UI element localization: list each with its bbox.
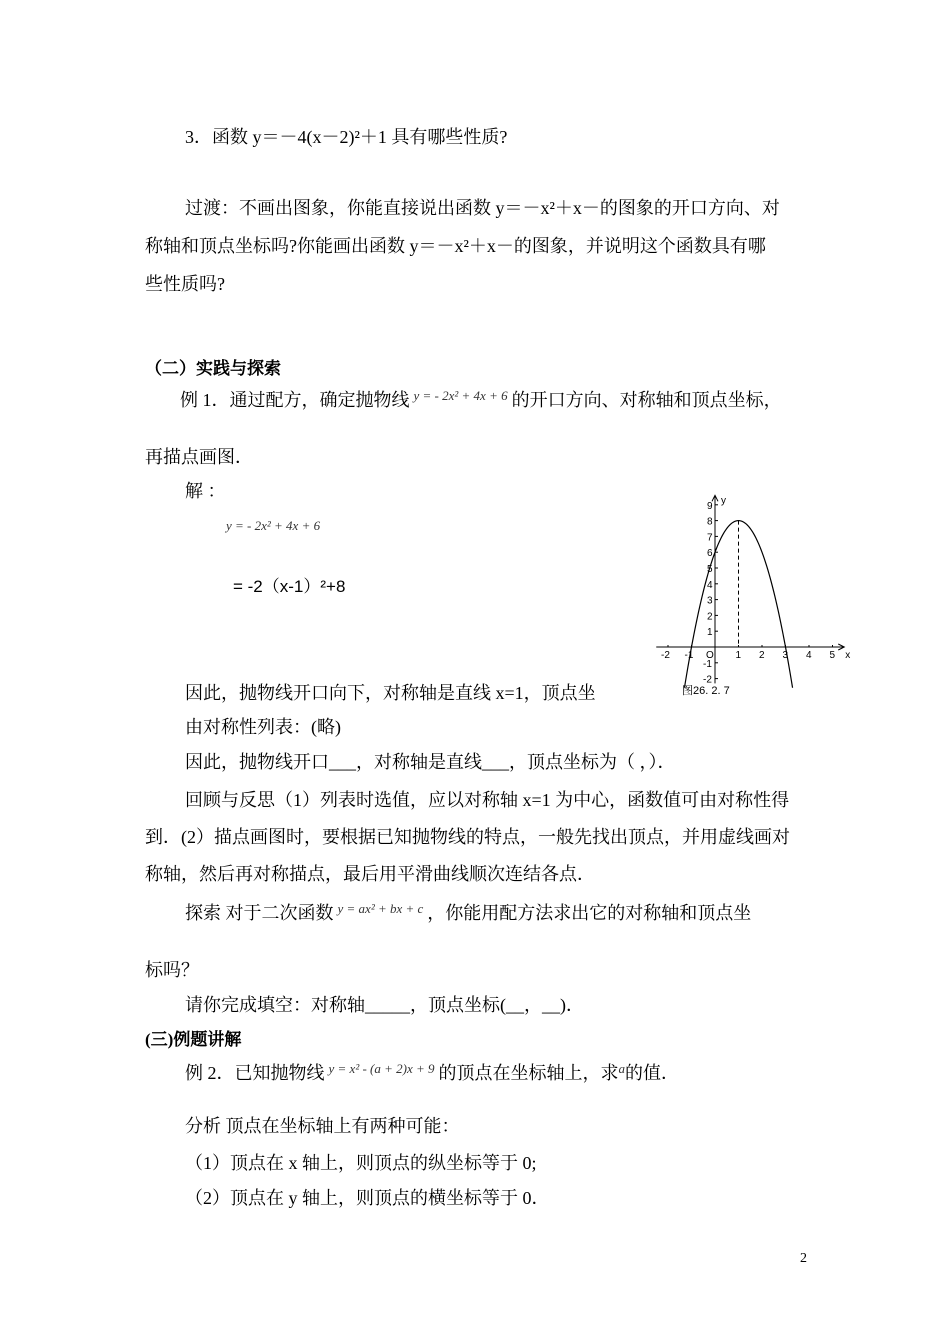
y-tick-label: 6	[707, 548, 713, 560]
solution-step: = -2（x-1）²+8	[233, 577, 346, 596]
axis-arrows	[712, 495, 844, 650]
section-3-heading: (三)例题讲解	[145, 1030, 242, 1049]
example-2-text-end: 的值．	[625, 1063, 680, 1083]
y-tick-label: 3	[707, 595, 713, 607]
case-1: （1）顶点在 x 轴上，则顶点的纵坐标等于 0;	[185, 1153, 537, 1173]
question-3: 3．函数 y＝－4(x－2)²＋1 具有哪些性质?	[185, 127, 508, 147]
x-tick-label: 3	[782, 650, 789, 661]
analysis-line: 分析 顶点在坐标轴上有两种可能：	[185, 1116, 460, 1136]
example-1-text-end: 的开口方向、对称轴和顶点坐标，	[511, 390, 782, 410]
explore-text: 探索 对于二次函数	[185, 903, 334, 923]
solution-formula: y = - 2x² + 4x + 6	[226, 518, 321, 533]
x-tick-label: -2	[661, 650, 670, 661]
y-tick-label: -2	[703, 674, 712, 686]
y-tick-label: 8	[707, 516, 713, 528]
example-2-variable: a	[618, 1061, 626, 1076]
example-2-formula: y = x² - (a + 2)x + 9	[328, 1061, 435, 1076]
explore-formula: y = ax² + bx + c	[337, 901, 424, 916]
y-tick-label: 4	[707, 579, 713, 591]
transition-line-2: 称轴和顶点坐标吗?你能画出函数 y＝－x²＋x－的图象，并说明这个函数具有哪	[145, 236, 766, 256]
x-tick-label: 5	[829, 650, 836, 661]
tick-labels	[661, 501, 836, 686]
review-line-3: 称轴，然后再对称描点，最后用平滑曲线顺次连结各点．	[145, 864, 595, 884]
y-tick-label: -1	[703, 658, 712, 670]
origin-label: O	[706, 650, 714, 661]
explore-line-2: 标吗？	[145, 960, 199, 980]
example-2-text-mid: 的顶点在坐标轴上，求	[438, 1063, 619, 1083]
parabola-graph	[620, 482, 851, 704]
figure-caption: 图26. 2. 7	[682, 685, 730, 697]
example-2-line	[185, 1062, 679, 1086]
review-line-1: 回顾与反思（1）列表时选值，应以对称轴 x=1 为中心，函数值可由对称性得	[185, 790, 790, 810]
section-2-heading: （二）实践与探索	[145, 359, 281, 378]
explore-text-end: ，你能用配方法求出它的对称轴和顶点坐	[427, 903, 752, 923]
y-axis-label: y	[721, 495, 726, 507]
parabola-curve	[684, 521, 792, 688]
x-tick-label: -1	[684, 650, 694, 661]
x-tick-label: 1	[735, 650, 742, 661]
conclusion-1: 因此，抛物线开口向下，对称轴是直线 x=1，顶点坐	[185, 683, 596, 703]
case-2: （2）顶点在 y 轴上，则顶点的横坐标等于 0．	[185, 1188, 550, 1208]
y-tick-label: 9	[707, 500, 713, 512]
example-1-line-2: 再描点画图．	[145, 447, 253, 467]
y-tick-label: 5	[707, 564, 713, 575]
transition-line-3: 些性质吗?	[145, 274, 225, 294]
x-axis-label: x	[845, 650, 851, 661]
solution-label: 解 ：	[185, 481, 226, 501]
y-tick-label: 1	[707, 627, 713, 639]
example-2-text: 例 2．已知抛物线	[185, 1063, 325, 1083]
example-1-line-1	[180, 389, 782, 413]
conclusion-2: 因此，抛物线开口___，对称轴是直线___，顶点坐标为（ ，）．	[185, 752, 676, 772]
page-number: 2	[800, 1251, 807, 1266]
x-tick-label: 4	[806, 650, 812, 661]
y-tick-label: 2	[707, 611, 713, 623]
transition-line-1: 过渡：不画出图象，你能直接说出函数 y＝－x²＋x－的图象的开口方向、对	[185, 198, 780, 218]
example-1-text: 例 1．通过配方，确定抛物线	[180, 390, 410, 410]
y-tick-label: 7	[707, 532, 713, 544]
explore-line-1	[185, 902, 751, 926]
review-line-2: 到．(2）描点画图时，要根据已知抛物线的特点，一般先找出顶点，并用虚线画对	[145, 827, 790, 847]
x-tick-label: 2	[759, 650, 765, 661]
table-note: 由对称性列表：(略)	[185, 717, 341, 737]
fill-in-line: 请你完成填空：对称轴_____，顶点坐标(__，__)．	[185, 995, 584, 1015]
example-1-formula: y = - 2x² + 4x + 6	[413, 388, 508, 403]
